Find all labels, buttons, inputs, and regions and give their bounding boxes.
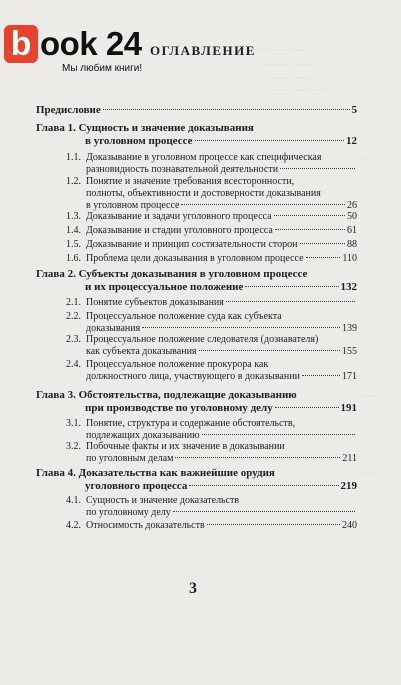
toc-section-number: 2.2. [66,311,81,322]
toc-leader-dots [181,204,345,205]
toc-section-entry [66,211,357,223]
toc-section-number: 3.2. [66,441,81,452]
toc-page-number: 155 [342,346,357,357]
toc-leader-dots [275,229,345,230]
toc-leader-dots [280,168,355,169]
toc-page-number: 61 [347,225,357,236]
toc-leader-dots [202,434,355,435]
toc-section-entry [66,334,357,358]
toc-page-number: 26 [347,200,357,211]
bleed-through-text: ····· [362,392,376,401]
bleed-through-text: ···· ·········· ······· [252,60,312,69]
bleed-through-text: ··· [364,222,372,231]
toc-section-entry [66,418,357,442]
toc-chapter-entry [36,268,357,294]
toc-entry-text: Проблема цели доказывания в уголовном процессе [86,253,304,264]
toc-entry-text: должностного лица, участвующего в доказывании [86,371,300,382]
toc-leader-dots [199,350,340,351]
toc-section-number: 4.2. [66,520,81,531]
toc-section-entry [66,225,357,237]
toc-leader-dots [195,140,344,141]
toc-leader-dots [306,257,341,258]
toc-section-number: 1.2. [66,176,81,187]
toc-leader-dots [226,301,355,302]
toc-entry-text: по уголовным делам [86,453,174,464]
toc-page-number: 110 [342,253,357,264]
toc-entry-text: Побочные факты и их значение в доказывании [86,441,285,452]
toc-section-number: 2.4. [66,359,81,370]
bleed-through-text: ········· ······ ····· [268,86,326,95]
toc-page-number: 171 [342,371,357,382]
toc-section-number: 2.3. [66,334,81,345]
toc-leader-dots [275,407,339,408]
toc-section-entry [66,253,357,265]
toc-section-entry [66,520,357,532]
bleed-through-text: ········· ······ [268,74,310,83]
toc-entry-text: Понятие и значение требования всесторонности, [86,176,295,187]
toc-section-number: 1.5. [66,239,81,250]
toc-entry-text: Понятие, структура и содержание обстоятельств, [86,418,296,429]
logo-wordmark: ook 24 [40,25,142,62]
toc-entry-text: Доказывание и принцип состязательности сторон [86,239,298,250]
bleed-through-text: ·· ·· [362,470,375,479]
toc-leader-dots [207,524,340,525]
toc-leader-dots [173,511,355,512]
toc-chapter-entry [36,467,357,493]
toc-entry-text: Доказывание и задачи уголовного процесса [86,211,272,222]
toc-section-entry [66,311,357,335]
toc-page-number: 50 [347,211,357,222]
toc-chapter-entry [36,104,357,117]
toc-entry-text: Глава 2. Субъекты доказывания в уголовном процессе [36,268,308,280]
toc-entry-text: Доказывание в уголовном процессе как специфическая [86,152,322,163]
toc-entry-text: и их процессуальное положение [85,281,244,293]
toc-page-number: 240 [342,520,357,531]
toc-section-number: 1.6. [66,253,81,264]
toc-page-number: 139 [342,323,357,334]
toc-section-entry [66,297,357,309]
book24-logo[interactable] [4,24,154,84]
toc-entry-text: Глава 1. Сущность и значение доказывания [36,122,254,134]
toc-title: ОГЛАВЛЕНИЕ [150,43,256,58]
toc-entry-text: Процессуальное положение суда как субъекта [86,311,282,322]
toc-section-entry [66,441,357,465]
toc-leader-dots [103,109,350,110]
toc-section-number: 1.1. [66,152,81,163]
logo-b-mark: b [4,25,38,63]
toc-section-number: 2.1. [66,297,81,308]
toc-entry-text: Понятие субъектов доказывания [86,297,224,308]
toc-entry-text: по уголовному делу [86,507,171,518]
bleed-through-text: · ·· [360,268,370,277]
toc-page-number: 5 [351,104,357,116]
toc-section-number: 1.3. [66,211,81,222]
toc-page-number: 132 [340,281,357,293]
toc-page-number: 12 [346,135,357,147]
toc-leader-dots [302,375,340,376]
toc-section-number: 3.1. [66,418,81,429]
toc-entry-text: Доказывание и стадии уголовного процесса [86,225,273,236]
toc-chapter-entry [36,389,357,415]
page-number: 3 [189,580,197,597]
toc-entry-text: как субъекта доказывания [86,346,197,357]
toc-leader-dots [300,243,345,244]
toc-page-number: 88 [347,239,357,250]
toc-entry-text: Предисловие [36,104,101,116]
toc-section-entry [66,176,357,212]
toc-entry-text: при производстве по уголовному делу [85,402,273,414]
toc-entry-text: полноты, объективности и достоверности доказывания [86,188,321,199]
toc-leader-dots [142,327,340,328]
toc-chapter-entry [36,122,357,148]
toc-section-entry [66,239,357,251]
toc-section-number: 4.1. [66,495,81,506]
toc-entry-text: Глава 3. Обстоятельства, подлежащие доказыванию [36,389,297,401]
logo-slogan: Мы любим книги! [62,63,143,74]
toc-entry-text: Глава 4. Доказательства как важнейшие орудия [36,467,275,479]
toc-entry-text: уголовного процесса [85,480,188,492]
toc-section-entry [66,152,357,176]
toc-section-number: 1.4. [66,225,81,236]
toc-leader-dots [175,457,340,458]
bleed-through-text: · ·· [358,154,368,163]
toc-entry-text: Сущность и значение доказательств [86,495,240,506]
toc-leader-dots [189,485,338,486]
toc-entry-text: Относимость доказательств [86,520,205,531]
toc-entry-text: разновидность познавательной деятельности [86,164,279,175]
toc-entry-text: в уголовном процессе [86,200,180,211]
toc-section-entry [66,359,357,383]
toc-entry-text: подлежащих доказыванию [86,430,200,441]
toc-entry-text: Процессуальное положение следователя (дознавателя) [86,334,319,345]
toc-leader-dots [245,286,338,287]
toc-entry-text: Процессуальное положение прокурора как [86,359,269,370]
toc-entry-text: доказывания [86,323,141,334]
toc-leader-dots [274,215,345,216]
toc-page-number: 191 [340,402,357,414]
toc-section-entry [66,495,357,519]
toc-page-number: 211 [342,453,357,464]
bleed-through-text: ·· ··· ········ ···· [252,46,304,55]
toc-entry-text: в уголовном процессе [85,135,193,147]
toc-page-number: 219 [340,480,357,492]
